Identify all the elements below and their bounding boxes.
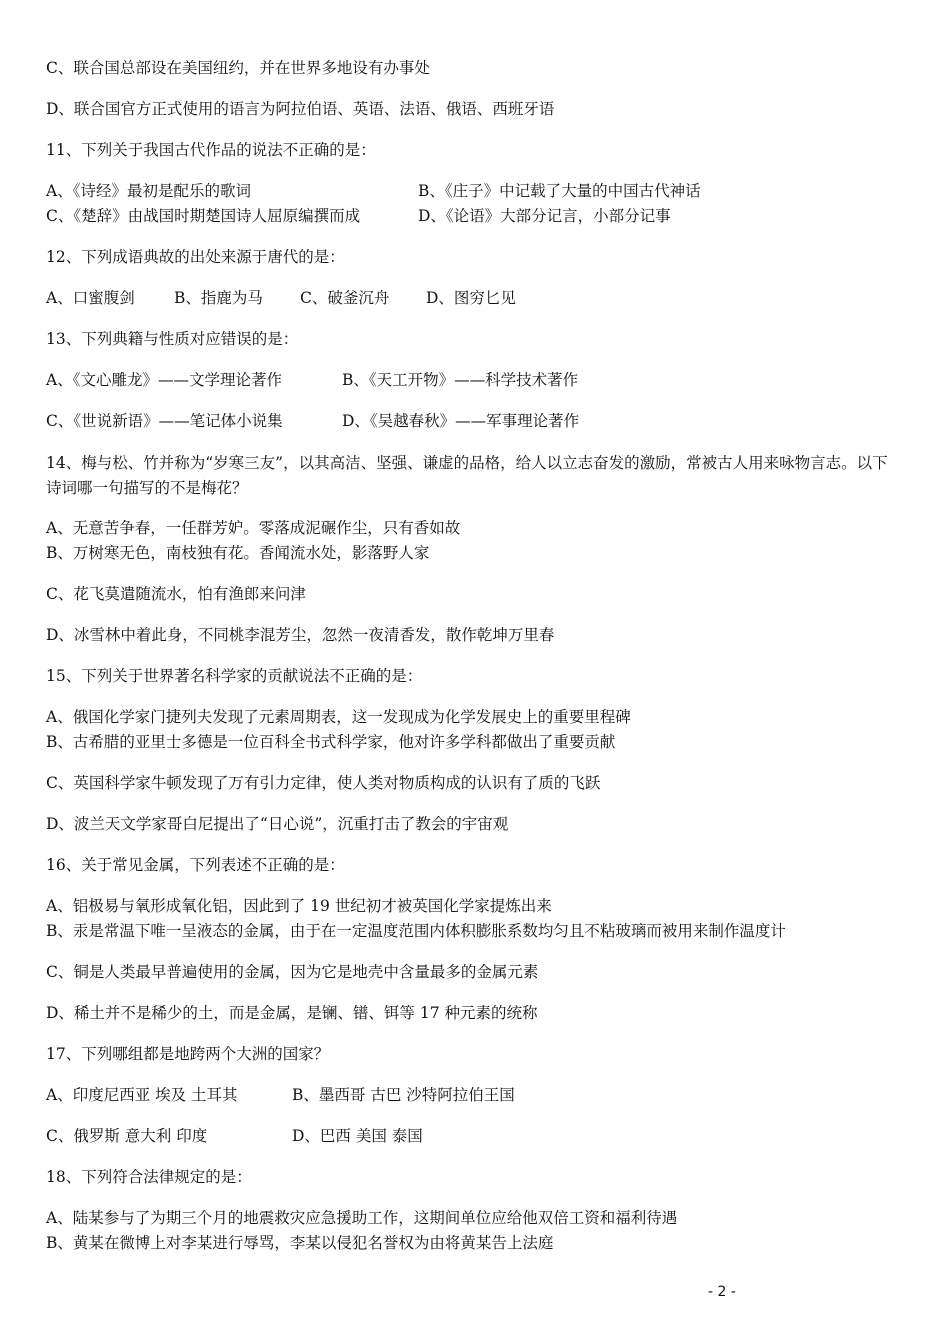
q17-option-a: A、印度尼西亚 埃及 土耳其 bbox=[46, 1086, 238, 1104]
q14-option-d: D、冰雪林中着此身，不同桃李混芳尘，忽然一夜清香发，散作乾坤万里春 bbox=[46, 626, 555, 644]
q11-option-d: D、《论语》大部分记言，小部分记事 bbox=[418, 207, 671, 225]
q17-option-b: B、墨西哥 古巴 沙特阿拉伯王国 bbox=[292, 1086, 515, 1104]
q16-stem: 16、关于常见金属，下列表述不正确的是： bbox=[46, 856, 345, 874]
q13-option-d: D、《吴越春秋》——军事理论著作 bbox=[342, 412, 580, 430]
q12-stem: 12、下列成语典故的出处来源于唐代的是： bbox=[46, 248, 345, 266]
q15-option-d: D、波兰天文学家哥白尼提出了“日心说”，沉重打击了教会的宇宙观 bbox=[46, 815, 509, 833]
q11-option-b: B、《庄子》中记载了大量的中国古代神话 bbox=[418, 182, 701, 200]
q10-option-d: D、联合国官方正式使用的语言为阿拉伯语、英语、法语、俄语、西班牙语 bbox=[46, 100, 555, 118]
q13-option-a: A、《文心雕龙》——文学理论著作 bbox=[46, 371, 282, 389]
q16-option-d: D、稀土并不是稀少的土，而是金属，是镧、镨、铒等 17 种元素的统称 bbox=[46, 1004, 538, 1022]
q14-option-b: B、万树寒无色，南枝独有花。香闻流水处，影落野人家 bbox=[46, 544, 430, 562]
q12-option-b: B、指鹿为马 bbox=[174, 289, 263, 307]
q15-option-a: A、俄国化学家门捷列夫发现了元素周期表，这一发现成为化学发展史上的重要里程碑 bbox=[46, 708, 631, 726]
q13-stem: 13、下列典籍与性质对应错误的是： bbox=[46, 330, 299, 348]
q17-option-c: C、俄罗斯 意大利 印度 bbox=[46, 1127, 208, 1145]
q15-option-b: B、古希腊的亚里士多德是一位百科全书式科学家，他对许多学科都做出了重要贡献 bbox=[46, 733, 616, 751]
q15-stem: 15、下列关于世界著名科学家的贡献说法不正确的是： bbox=[46, 667, 423, 685]
q15-option-c: C、英国科学家牛顿发现了万有引力定律，使人类对物质构成的认识有了质的飞跃 bbox=[46, 774, 601, 792]
q12-option-d: D、图穷匕见 bbox=[426, 289, 516, 307]
q12-option-c: C、破釜沉舟 bbox=[300, 289, 390, 307]
q11-option-a: A、《诗经》最初是配乐的歌词 bbox=[46, 182, 251, 200]
q16-option-c: C、铜是人类最早普遍使用的金属，因为它是地壳中含量最多的金属元素 bbox=[46, 963, 539, 981]
q17-stem: 17、下列哪组都是地跨两个大洲的国家？ bbox=[46, 1045, 330, 1063]
q13-option-b: B、《天工开物》——科学技术著作 bbox=[342, 371, 579, 389]
q14-option-a: A、无意苦争春，一任群芳妒。零落成泥碾作尘，只有香如故 bbox=[46, 519, 461, 537]
q10-option-c: C、联合国总部设在美国纽约，并在世界多地设有办事处 bbox=[46, 59, 430, 77]
page-number: - 2 - bbox=[708, 1284, 736, 1300]
q17-option-d: D、巴西 美国 泰国 bbox=[292, 1127, 423, 1145]
q14-stem: 14、梅与松、竹并称为“岁寒三友”，以其高洁、坚强、谦虚的品格，给人以立志奋发的激励，常被古人用来咏物言志。以下诗词哪一句描写的不是梅花？ bbox=[46, 454, 888, 497]
q14-option-c: C、花飞莫遣随流水，怕有渔郎来问津 bbox=[46, 585, 306, 603]
q12-option-a: A、口蜜腹剑 bbox=[46, 289, 135, 307]
q16-option-b: B、汞是常温下唯一呈液态的金属，由于在一定温度范围内体积膨胀系数均匀且不粘玻璃而被用来制作温度计 bbox=[46, 922, 786, 940]
q13-option-c: C、《世说新语》——笔记体小说集 bbox=[46, 412, 283, 430]
q11-stem: 11、下列关于我国古代作品的说法不正确的是： bbox=[46, 141, 376, 159]
q18-option-a: A、陆某参与了为期三个月的地震救灾应急援助工作，这期间单位应给他双倍工资和福利待遇 bbox=[46, 1209, 678, 1227]
q18-option-b: B、黄某在微博上对李某进行辱骂，李某以侵犯名誉权为由将黄某告上法庭 bbox=[46, 1234, 554, 1252]
q11-option-c: C、《楚辞》由战国时期楚国诗人屈原编撰而成 bbox=[46, 207, 361, 225]
q18-stem: 18、下列符合法律规定的是： bbox=[46, 1168, 252, 1186]
q16-option-a: A、铝极易与氧形成氧化铝，因此到了 19 世纪初才被英国化学家提炼出来 bbox=[46, 897, 552, 915]
